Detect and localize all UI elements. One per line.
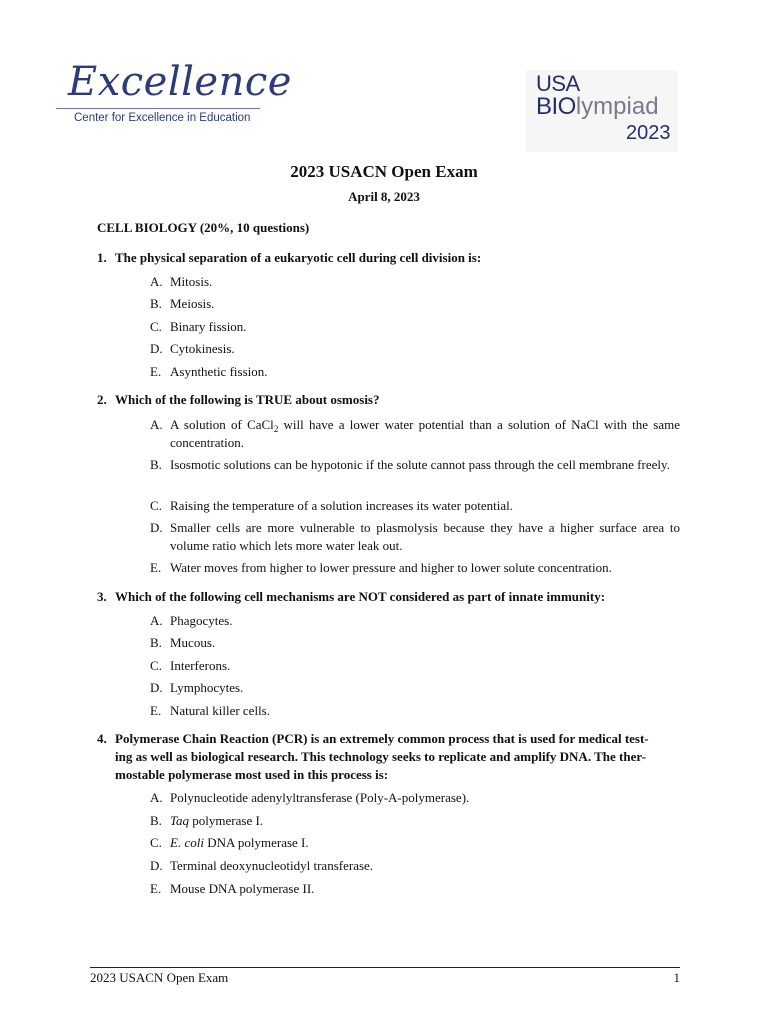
option-2b xyxy=(150,456,680,474)
option-text-post: DNA polymerase I. xyxy=(203,835,309,850)
option-letter: D. xyxy=(150,341,163,356)
option-text-italic: E. coli xyxy=(170,835,204,850)
option-letter: D. xyxy=(150,680,163,695)
option-2a xyxy=(150,416,680,451)
option-4c xyxy=(150,834,680,852)
option-letter: B. xyxy=(150,813,162,828)
question-number: 2. xyxy=(97,392,107,407)
option-letter: C. xyxy=(150,498,162,513)
option-3c xyxy=(150,657,680,675)
question-number: 1. xyxy=(97,250,107,265)
usabo-logo-bio: BIO xyxy=(536,93,576,120)
question-stem: Which of the following cell mechanisms are NOT considered as part of innate immunity: xyxy=(115,589,606,604)
option-text: Asynthetic fission. xyxy=(170,364,268,379)
subscript: 2 xyxy=(273,424,279,434)
question-number: 4. xyxy=(97,731,107,746)
option-letter: C. xyxy=(150,835,162,850)
option-3d xyxy=(150,679,680,697)
page-number: 1 xyxy=(673,970,680,985)
option-letter: A. xyxy=(150,613,163,628)
footer-rule xyxy=(90,967,680,968)
option-text: Mucous. xyxy=(170,635,216,650)
option-3a xyxy=(150,612,680,630)
option-text: Mouse DNA polymerase II. xyxy=(170,881,315,896)
question-2 xyxy=(97,391,679,409)
question-stem: The physical separation of a eukaryotic cell during cell division is: xyxy=(115,250,482,265)
option-text: Water moves from higher to lower pressure and higher to lower solute concentration. xyxy=(170,560,612,575)
question-4 xyxy=(97,730,679,784)
option-letter: E. xyxy=(150,703,162,718)
option-3b xyxy=(150,634,680,652)
option-2c xyxy=(150,497,680,515)
option-text: Phagocytes. xyxy=(170,613,233,628)
usabo-logo-biolympiad xyxy=(536,94,659,120)
option-letter: A. xyxy=(150,274,163,289)
option-letter: A. xyxy=(150,790,163,805)
question-stem-line: Polymerase Chain Reaction (PCR) is an extremely common process that is used for medical test- xyxy=(115,731,649,746)
option-letter: D. xyxy=(150,520,163,535)
usabo-logo-lympiad: lympiad xyxy=(575,93,659,120)
question-stem: Which of the following is TRUE about osmosis? xyxy=(115,392,380,407)
section-heading: CELL BIOLOGY (20%, 10 questions) xyxy=(97,220,310,235)
question-stem-line: ing as well as biological research. This technology seeks to replicate and amplify DNA. The ther- xyxy=(115,749,646,764)
question-3 xyxy=(97,588,679,606)
excellence-logo-script: Excellence xyxy=(68,59,292,105)
question-1 xyxy=(97,249,679,267)
excellence-logo xyxy=(56,56,292,128)
exam-date: April 8, 2023 xyxy=(348,189,420,204)
question-stem-line: mostable polymerase most used in this process is: xyxy=(115,767,389,782)
usabo-logo-usa: USA xyxy=(536,71,580,96)
option-2d xyxy=(150,519,680,554)
option-text-post: will have a lower water potential than a solution of NaCl with the same concentration. xyxy=(170,417,681,450)
option-4d xyxy=(150,857,680,875)
exam-title: 2023 USACN Open Exam xyxy=(290,162,478,181)
option-1d xyxy=(150,340,680,358)
option-text: Polynucleotide adenylyltransferase (Poly-A-polymerase). xyxy=(170,790,470,805)
option-letter: D. xyxy=(150,858,163,873)
option-1c xyxy=(150,318,680,336)
option-letter: B. xyxy=(150,635,162,650)
question-number: 3. xyxy=(97,589,107,604)
option-text: Terminal deoxynucleotidyl transferase. xyxy=(170,858,374,873)
option-text: Binary fission. xyxy=(170,319,247,334)
usabo-logo-year: 2023 xyxy=(626,122,671,144)
option-text-italic: Taq xyxy=(170,813,190,828)
option-text xyxy=(170,416,680,451)
option-text: Lymphocytes. xyxy=(170,680,244,695)
option-letter: E. xyxy=(150,364,162,379)
question-stem xyxy=(115,730,679,784)
option-letter: E. xyxy=(150,881,162,896)
usabo-logo xyxy=(526,70,678,152)
option-1e xyxy=(150,363,680,381)
option-text-pre: A solution of CaCl xyxy=(170,417,274,432)
option-text: Interferons. xyxy=(170,658,231,673)
excellence-logo-rule xyxy=(56,108,260,109)
option-4b xyxy=(150,812,680,830)
option-1b xyxy=(150,295,680,313)
option-letter: A. xyxy=(150,417,163,432)
option-text xyxy=(170,812,680,830)
option-text: Isosmotic solutions can be hypotonic if the solute cannot pass through the cell membrane freely. xyxy=(170,457,670,472)
option-4a xyxy=(150,789,680,807)
footer-title: 2023 USACN Open Exam xyxy=(90,970,229,985)
option-text xyxy=(170,834,680,852)
option-letter: C. xyxy=(150,319,162,334)
option-text: Cytokinesis. xyxy=(170,341,235,356)
option-2e xyxy=(150,559,680,577)
option-3e xyxy=(150,702,680,720)
option-text: Smaller cells are more vulnerable to plasmolysis because they have a higher surface area to volume ratio which lets more water leak out. xyxy=(170,520,680,553)
option-letter: B. xyxy=(150,457,162,472)
option-text: Natural killer cells. xyxy=(170,703,270,718)
option-4e xyxy=(150,880,680,898)
option-text: Mitosis. xyxy=(170,274,213,289)
option-text: Meiosis. xyxy=(170,296,215,311)
option-1a xyxy=(150,273,680,291)
option-letter: B. xyxy=(150,296,162,311)
option-text-post: polymerase I. xyxy=(189,813,264,828)
option-text: Raising the temperature of a solution increases its water potential. xyxy=(170,498,513,513)
option-letter: E. xyxy=(150,560,162,575)
option-letter: C. xyxy=(150,658,162,673)
excellence-logo-subtitle: Center for Excellence in Education xyxy=(74,112,251,124)
